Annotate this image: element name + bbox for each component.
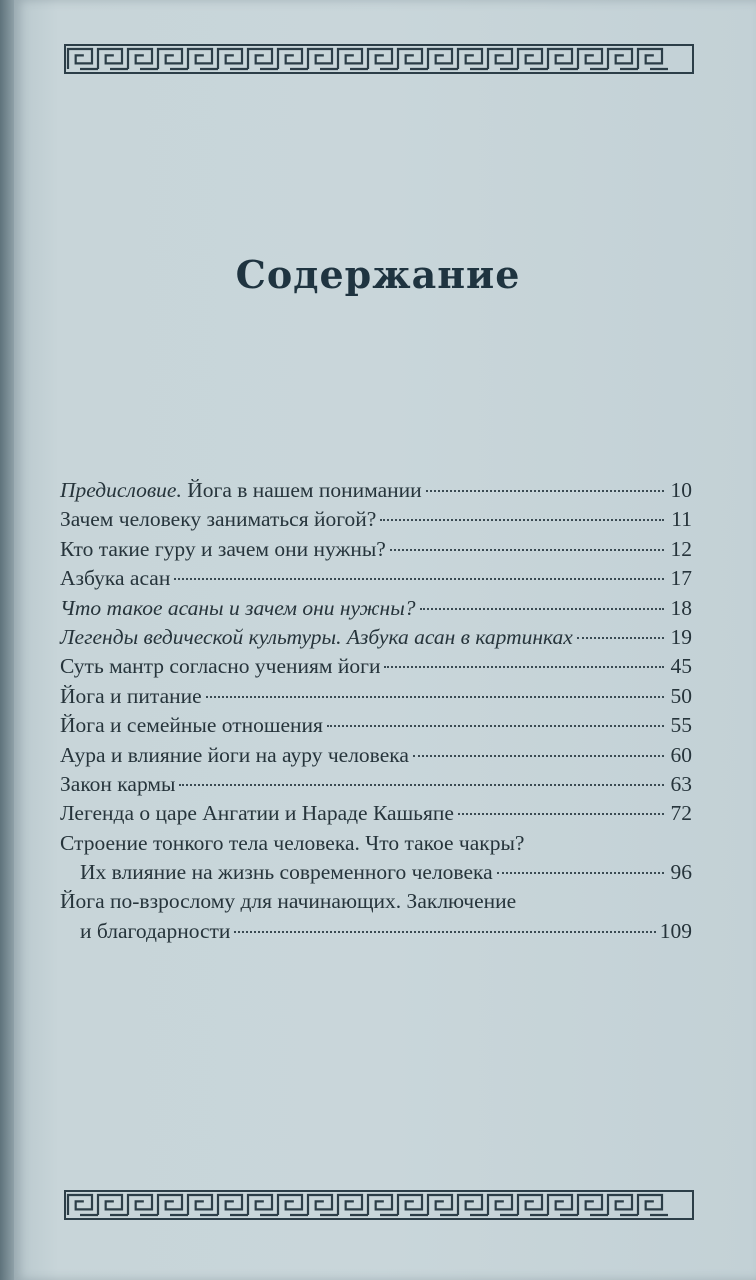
toc-entry[interactable]	[60, 772, 692, 801]
toc-entry-title: Зачем человеку заниматься йогой?	[60, 507, 377, 532]
toc-entry-title: Кто такие гуру и зачем они нужны?	[60, 536, 386, 561]
book-spine-shadow	[0, 0, 14, 1280]
toc-page-number: 19	[670, 624, 692, 649]
toc-page-number: 18	[670, 595, 692, 620]
dot-leader	[413, 755, 664, 757]
toc-entry-title: и благодарности	[80, 918, 231, 943]
toc-page-number: 12	[670, 536, 692, 561]
toc-entry-title: Йога по-взрослому для начинающих. Заключение	[60, 889, 517, 914]
toc-entry-title: Строение тонкого тела человека. Что такое чакры?	[60, 830, 525, 855]
page-title: Содержание	[235, 252, 521, 297]
toc-page-number: 17	[670, 566, 692, 591]
dot-leader	[458, 813, 664, 815]
toc-page-number: 72	[670, 801, 692, 826]
toc-page-number: 50	[670, 683, 692, 708]
dot-leader	[234, 931, 655, 933]
toc-entry-title: Предисловие. Йога в нашем понимании	[60, 478, 422, 502]
toc-page-number: 55	[670, 713, 692, 738]
toc-entry[interactable]	[60, 654, 692, 683]
table-of-contents	[60, 478, 692, 948]
toc-entry[interactable]	[60, 713, 692, 742]
toc-entry-title: Азбука асан	[60, 566, 171, 591]
toc-entry[interactable]	[60, 743, 692, 772]
dot-leader	[174, 578, 664, 580]
dot-leader	[577, 637, 664, 639]
toc-entry[interactable]	[60, 478, 692, 507]
greek-key-pattern	[64, 44, 694, 74]
toc-page-number: 11	[671, 507, 692, 532]
dot-leader	[327, 725, 664, 727]
toc-entry[interactable]	[60, 507, 692, 536]
toc-entry[interactable]	[60, 625, 692, 654]
ornament-border-top	[64, 44, 694, 74]
dot-leader	[380, 519, 664, 521]
ornament-border-bottom	[64, 1190, 694, 1220]
toc-entry-title: Йога и питание	[60, 683, 202, 708]
toc-page-number: 109	[659, 918, 692, 943]
toc-entry-title: Суть мантр согласно учениям йоги	[60, 654, 381, 679]
toc-page-number: 60	[670, 742, 692, 767]
toc-entry[interactable]	[60, 860, 692, 889]
greek-key-pattern	[64, 1190, 694, 1220]
dot-leader	[384, 666, 664, 668]
toc-entry[interactable]	[60, 566, 692, 595]
toc-entry-heading-line[interactable]	[60, 831, 692, 860]
toc-entry[interactable]	[60, 537, 692, 566]
dot-leader	[206, 696, 664, 698]
toc-entry[interactable]	[60, 684, 692, 713]
toc-entry-title: Йога и семейные отношения	[60, 713, 323, 738]
toc-entry-title: Аура и влияние йоги на ауру человека	[60, 742, 409, 767]
toc-entry[interactable]	[60, 596, 692, 625]
dot-leader	[420, 608, 664, 610]
toc-entry-title: Легенды ведической культуры. Азбука асан в картинках	[60, 624, 573, 649]
toc-page-number: 45	[670, 654, 692, 679]
dot-leader	[426, 490, 664, 492]
dot-leader	[390, 549, 664, 551]
toc-entry-title: Их влияние на жизнь современного человека	[80, 860, 493, 885]
toc-page-number: 63	[670, 771, 692, 796]
dot-leader	[497, 872, 664, 874]
toc-page-number: 96	[670, 860, 692, 885]
toc-entry-heading-line[interactable]	[60, 889, 692, 918]
toc-entry-title: Закон кармы	[60, 771, 176, 796]
toc-page-number: 10	[670, 478, 692, 502]
toc-entry[interactable]	[60, 801, 692, 830]
toc-entry-title: Легенда о царе Ангатии и Нараде Кашьяпе	[60, 801, 454, 826]
toc-entry-title: Что такое асаны и зачем они нужны?	[60, 595, 416, 620]
toc-entry[interactable]	[60, 919, 692, 948]
dot-leader	[179, 784, 664, 786]
